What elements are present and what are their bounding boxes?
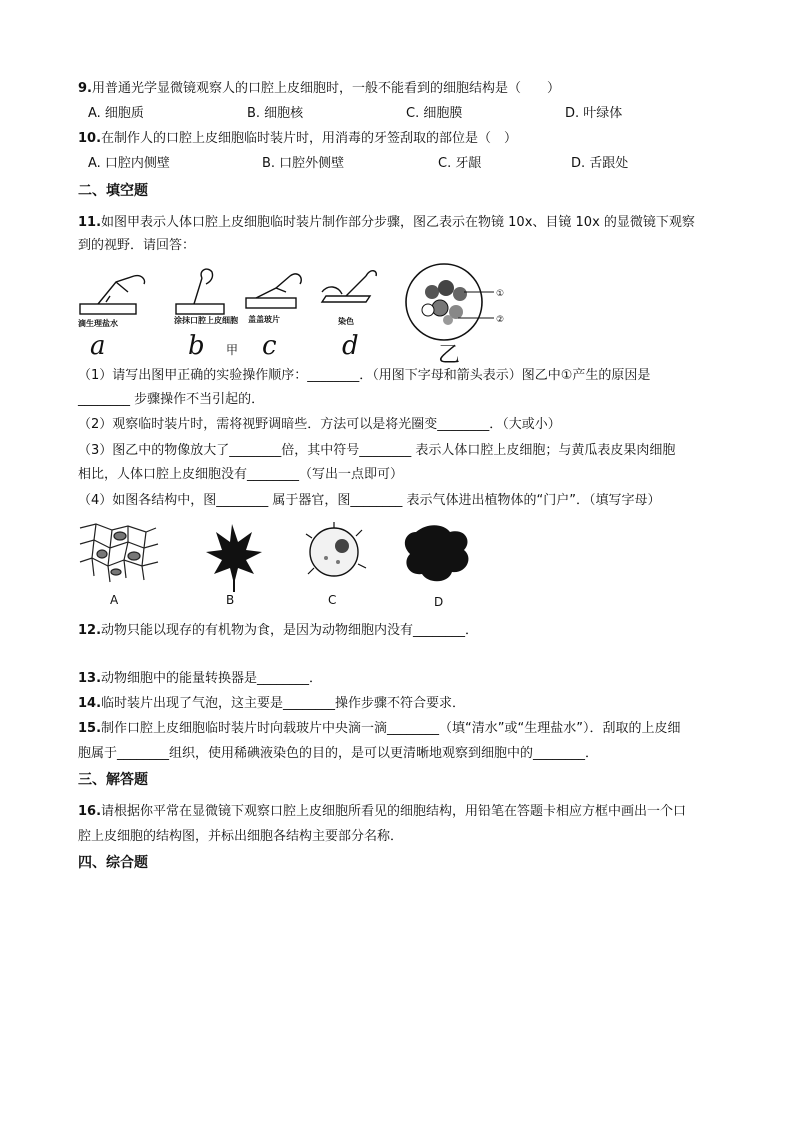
section-fill-blank-heading: 二、填空题 — [78, 183, 148, 199]
q10-option-a: A. 口腔内侧壁 — [88, 156, 170, 171]
q10-stem — [78, 130, 517, 148]
structure-b-leaf-illustration — [206, 524, 262, 592]
q16-line1-text: 请根据你平常在显微镜下观察口腔上皮细胞所看见的细胞结构，用铅笔在答题卡相应方框中画出一个口 — [101, 804, 687, 819]
q9-option-a: A. 细胞质 — [88, 106, 144, 121]
marker-1: ① — [496, 289, 505, 299]
q16-number: 16. — [78, 804, 102, 819]
step-d-letter: d — [342, 331, 359, 361]
q9-number: 9. — [78, 81, 92, 96]
q16-stem-line2: 腔上皮细胞的结构图，并标出细胞各结构主要部分名称． — [78, 829, 404, 844]
q14-number: 14. — [78, 696, 102, 711]
q15-stem-line1 — [78, 720, 680, 738]
structure-c-label: C — [328, 593, 337, 607]
step-a-letter: a — [90, 331, 106, 361]
step-d-illustration — [322, 271, 376, 302]
figure-yi-label: 乙 — [438, 343, 461, 368]
structure-a-label: A — [110, 593, 119, 607]
structure-d-label: D — [434, 595, 444, 609]
figure-jia-yi — [76, 262, 516, 370]
q10-text: 在制作人的口腔上皮细胞临时装片时，用消毒的牙签刮取的部位是（ ） — [101, 131, 518, 146]
q14-text: 临时装片出现了气泡，这主要是________操作步骤不符合要求． — [101, 696, 466, 711]
q11-stem-line2: 到的视野．请回答： — [78, 238, 196, 253]
q12-stem — [78, 622, 478, 640]
q11-part4: （4）如图各结构中，图________ 属于器官，图________ 表示气体进出植物体的“门户”．（填写字母） — [78, 493, 661, 508]
q15-stem-line2: 胞属于________组织，使用稀碘液染色的目的，是可以更清晰地观察到细胞中的________． — [78, 746, 599, 761]
step-b-illustration — [176, 269, 224, 314]
section-answer-heading: 三、解答题 — [78, 772, 148, 788]
q11-line1-text: 如图甲表示人体口腔上皮细胞临时装片制作部分步骤，图乙表示在物镜 10x、目镜 10x 的显微镜下观察 — [101, 215, 695, 230]
marker-2: ② — [496, 315, 505, 325]
figure-jia-label: 甲 — [226, 343, 239, 357]
structure-a-illustration — [80, 524, 158, 582]
q10-option-b: B. 口腔外侧壁 — [262, 156, 345, 171]
step-a-illustration — [80, 276, 145, 314]
structure-c-cell-illustration — [306, 522, 366, 576]
q10-option-d: D. 舌跟处 — [571, 156, 629, 171]
q11-number: 11. — [78, 215, 102, 230]
step-a-caption: 滴生理盐水 — [78, 319, 118, 328]
microscope-field-illustration — [406, 264, 494, 340]
q9-option-d: D. 叶绿体 — [565, 106, 623, 121]
figure-structures-abcd — [76, 518, 496, 612]
q10-number: 10. — [78, 131, 102, 146]
q9-text: 用普通光学显微镜观察人的口腔上皮细胞时，一般不能看到的细胞结构是（ ） — [91, 81, 560, 96]
q9-option-b: B. 细胞核 — [247, 106, 304, 121]
q9-option-c: C. 细胞膜 — [406, 106, 463, 121]
q11-part1-line1: （1）请写出图甲正确的实验操作顺序：________．（用图下字母和箭头表示）图乙中①产生的原因是 — [78, 368, 651, 383]
step-c-letter: c — [262, 331, 277, 361]
section-comprehensive-heading: 四、综合题 — [78, 855, 148, 871]
q9-stem — [78, 80, 560, 98]
step-c-illustration — [246, 274, 301, 308]
q11-part2: （2）观察临时装片时，需将视野调暗些．方法可以是将光圈变________．（大或小） — [78, 417, 561, 432]
q15-number: 15. — [78, 721, 102, 736]
structure-d-illustration — [405, 525, 469, 581]
q13-text: 动物细胞中的能量转换器是________． — [101, 671, 323, 686]
q11-part1-line2: ________ 步骤操作不当引起的． — [78, 392, 265, 407]
q14-stem — [78, 695, 465, 713]
q12-text: 动物只能以现存的有机物为食，是因为动物细胞内没有________． — [101, 623, 479, 638]
step-b-letter: b — [188, 331, 205, 361]
q11-part3-line2: 相比，人体口腔上皮细胞没有________（写出一点即可） — [78, 467, 404, 482]
q13-number: 13. — [78, 671, 102, 686]
q12-number: 12. — [78, 623, 102, 638]
q16-stem-line1 — [78, 803, 686, 821]
step-b-caption: 涂抹口腔上皮细胞 — [174, 316, 238, 325]
step-d-caption: 染色 — [338, 317, 354, 326]
step-c-caption: 盖盖玻片 — [248, 315, 280, 324]
q10-option-c: C. 牙龈 — [438, 156, 482, 171]
q15-line1-text: 制作口腔上皮细胞临时装片时向载玻片中央滴一滴________（填“清水”或“生理盐水”）．刮取的上皮细 — [101, 721, 681, 736]
q11-part3-line1: （3）图乙中的物像放大了________倍，其中符号________ 表示人体口腔上皮细胞；与黄瓜表皮果肉细胞 — [78, 443, 676, 458]
q13-stem — [78, 670, 322, 688]
structure-b-label: B — [226, 593, 235, 607]
q11-stem-line1 — [78, 214, 695, 232]
